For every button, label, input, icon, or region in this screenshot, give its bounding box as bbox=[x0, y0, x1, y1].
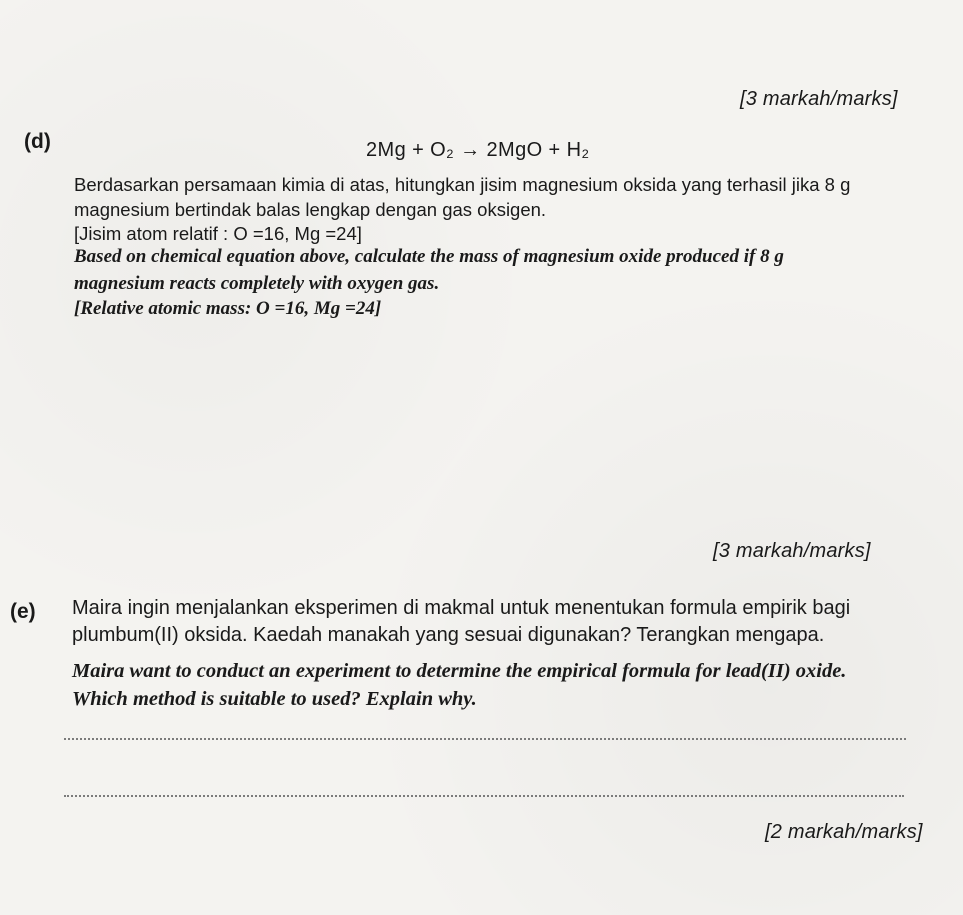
question-text-english-line-1: Maira want to conduct an experiment to determine the empirical formula for lead(II) oxide. bbox=[72, 660, 847, 682]
question-label: (e) bbox=[10, 600, 36, 623]
relative-atomic-mass-malay: [Jisim atom relatif : O =16, Mg =24] bbox=[74, 223, 362, 244]
question-text-malay-line-2: magnesium bertindak balas lengkap dengan gas oksigen. bbox=[74, 199, 547, 220]
question-label: (d) bbox=[24, 130, 51, 153]
marks-previous-question: [3 markah/marks] bbox=[740, 88, 898, 110]
question-text-english-line-1: Based on chemical equation above, calculate the mass of magnesium oxide produced if 8 g bbox=[74, 246, 784, 267]
relative-atomic-mass-english: [Relative atomic mass: O =16, Mg =24] bbox=[74, 298, 382, 319]
chemical-equation: 2Mg + O₂ → 2MgO + H₂ bbox=[366, 139, 590, 161]
question-text-english-line-2: magnesium reacts completely with oxygen gas. bbox=[74, 273, 440, 294]
marks-e: [2 markah/marks] bbox=[765, 821, 923, 843]
question-text-malay-line-1: Maira ingin menjalankan eksperimen di makmal untuk menentukan formula empirik bagi bbox=[72, 597, 851, 619]
question-text-english-line-2: Which method is suitable to used? Explain why. bbox=[72, 688, 477, 710]
question-text-malay-line-1: Berdasarkan persamaan kimia di atas, hitungkan jisim magnesium oksida yang terhasil jika 8 g bbox=[74, 174, 851, 195]
answer-line-2[interactable] bbox=[64, 795, 904, 797]
question-text-malay-line-2: plumbum(II) oksida. Kaedah manakah yang sesuai digunakan? Terangkan mengapa. bbox=[72, 624, 825, 646]
answer-line-1[interactable] bbox=[64, 738, 906, 740]
marks-d: [3 markah/marks] bbox=[713, 540, 871, 562]
